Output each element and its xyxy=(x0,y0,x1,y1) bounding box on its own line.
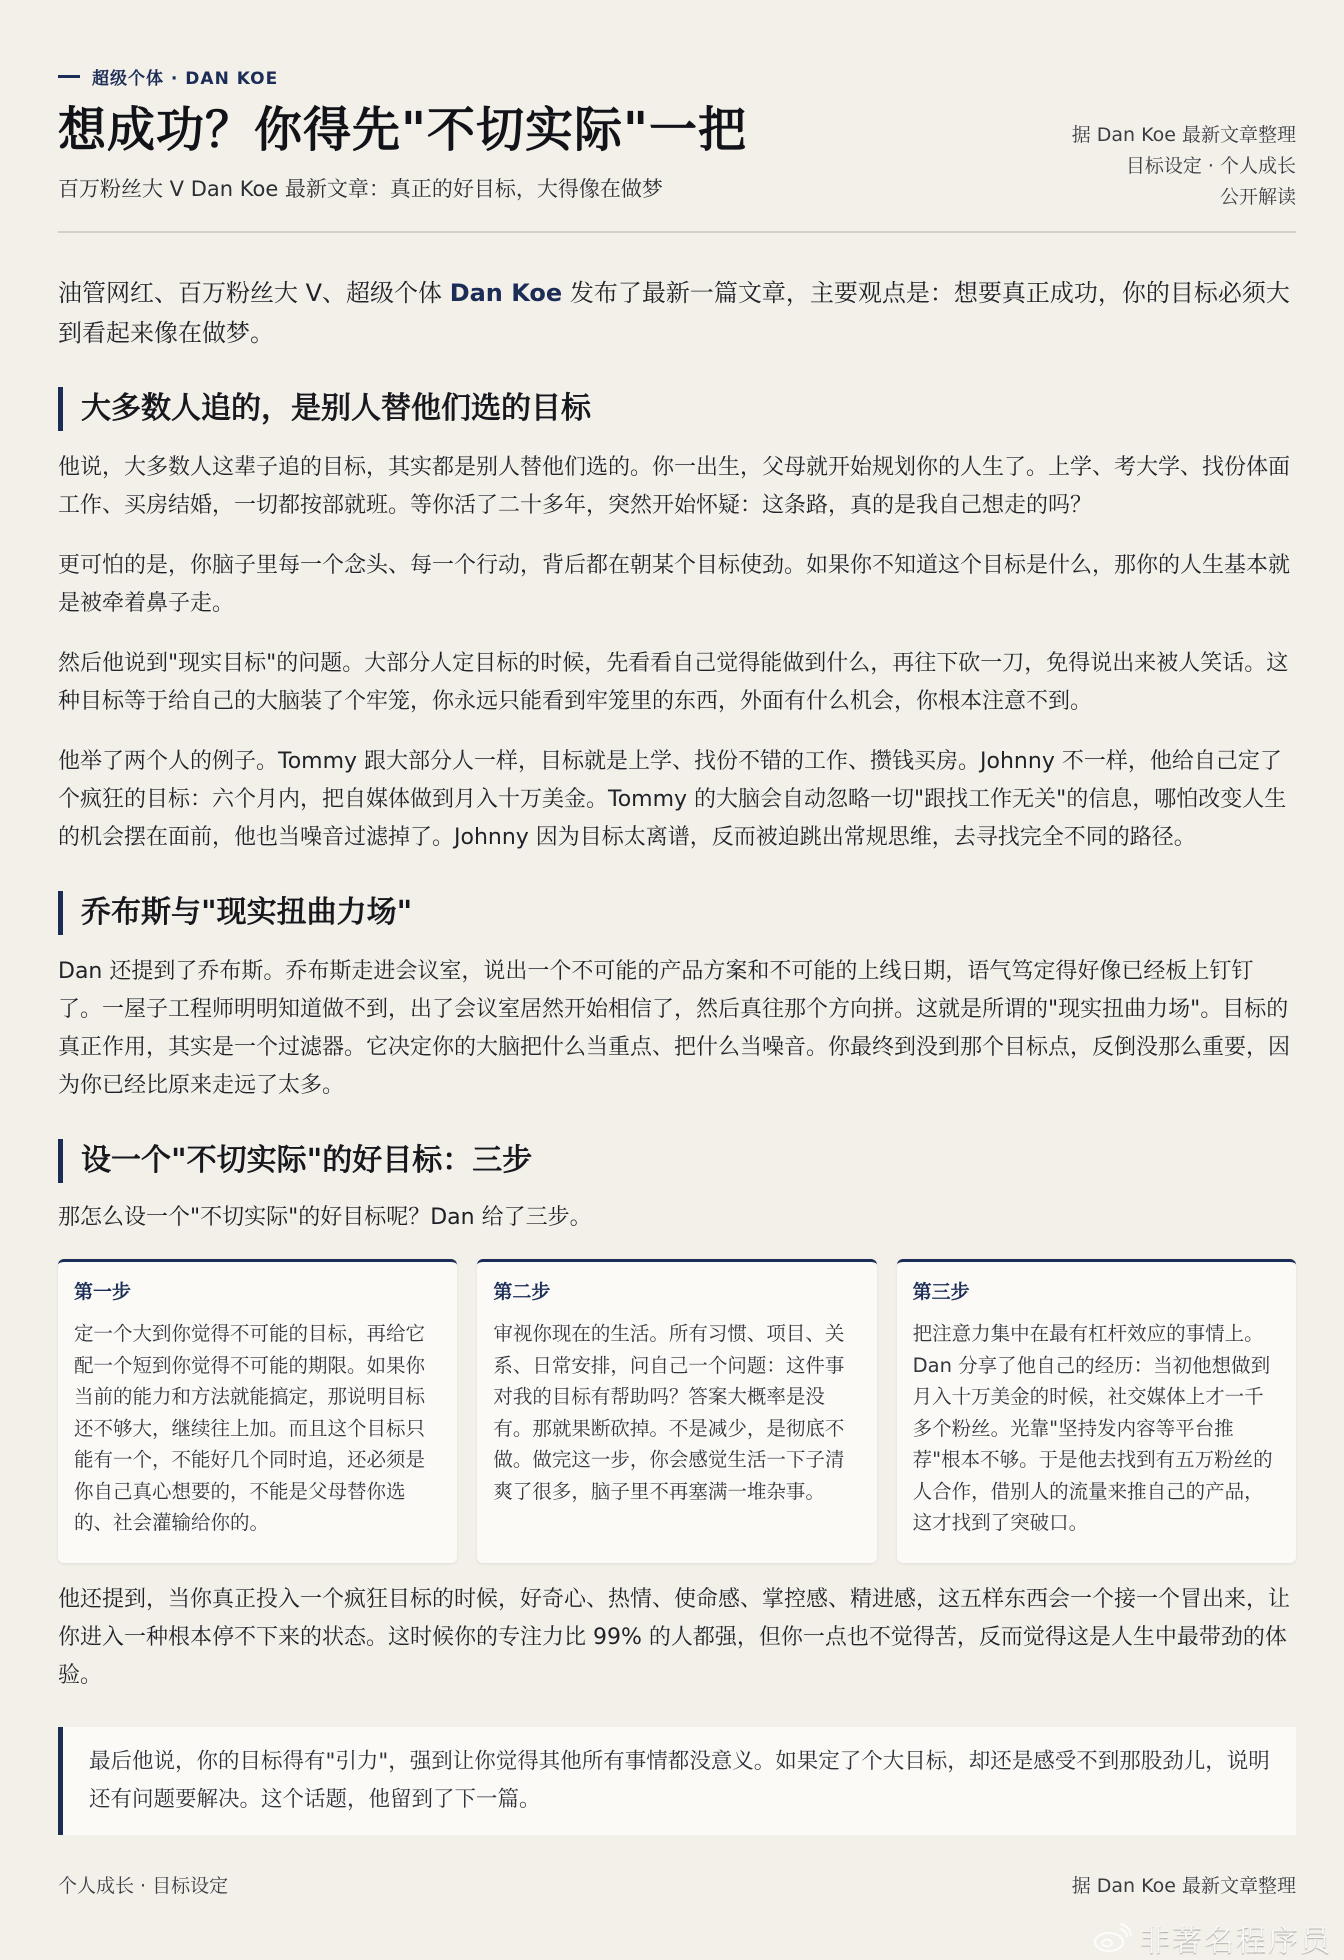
paragraph: 他说，大多数人这辈子追的目标，其实都是别人替他们选的。你一出生，父母就开始规划你的人生了。上学、考大学、找份体面工作、买房结婚，一切都按部就班。等你活了二十多年，突然开始怀疑：这条路，真的是我自己想走的吗？ xyxy=(58,455,1291,518)
section-heading-jobs: 乔布斯与"现实扭曲力场" xyxy=(58,891,1296,935)
intro-before: 油管网红、百万粉丝大 V、超级个体 xyxy=(58,279,450,307)
meta-source: 据 Dan Koe 最新文章整理 xyxy=(1071,124,1296,146)
kicker-dash xyxy=(58,75,80,78)
footer xyxy=(58,1872,1296,1900)
header-meta xyxy=(1072,120,1296,213)
step-card-1 xyxy=(58,1259,457,1563)
watermark-text: 非著名程序员 xyxy=(1140,1924,1332,1959)
steps-lead: 那怎么设一个"不切实际"的好目标呢？Dan 给了三步。 xyxy=(58,1205,592,1230)
meta-topic: 目标设定 · 个人成长 xyxy=(1125,155,1296,177)
intro-paragraph xyxy=(58,273,1296,353)
section-heading-three-steps: 设一个"不切实际"的好目标：三步 xyxy=(58,1139,1296,1183)
title-block xyxy=(58,100,747,204)
watermark xyxy=(1092,1916,1332,1960)
header-divider xyxy=(58,231,1296,233)
article-page xyxy=(58,62,1296,1835)
step-card-3 xyxy=(897,1259,1296,1563)
kicker-text: 超级个体 · DAN KOE xyxy=(92,68,279,89)
author-name: Dan Koe xyxy=(449,279,563,307)
kicker xyxy=(58,62,1296,90)
intro-after: 发布了最新一篇文章，主要观点是：想要真正成功，你的目标必须大到看起来像在做梦。 xyxy=(58,279,1290,347)
step-title: 第二步 xyxy=(493,1281,551,1303)
steps-grid xyxy=(58,1259,1296,1563)
page-subtitle: 百万粉丝大 V Dan Koe 最新文章：真正的好目标，大得像在做梦 xyxy=(58,177,663,201)
step-title: 第三步 xyxy=(912,1281,970,1303)
step-card-2 xyxy=(477,1259,876,1563)
header xyxy=(58,100,1296,213)
step-title: 第一步 xyxy=(74,1281,132,1303)
step-body: 定一个大到你觉得不可能的目标，再给它配一个短到你觉得不可能的期限。如果你当前的能力和方法就能搞定，那说明目标还不够大，继续往上加。而且这个目标只能有一个，不能好几个同时追，还必须是你自己真心想要的，不能是父母替你选的、社会灌输给你的。 xyxy=(74,1322,426,1534)
section-heading-borrowed-goals: 大多数人追的，是别人替他们选的目标 xyxy=(58,387,1296,431)
footer-tags: 个人成长 · 目标设定 xyxy=(58,1875,229,1897)
step-body: 审视你现在的生活。所有习惯、项目、关系、日常安排，问自己一个问题：这件事对我的目标有帮助吗？答案大概率是没有。那就果断砍掉。不是减少，是彻底不做。做完这一步，你会感觉生活一下子清爽了很多，脑子里不再塞满一堆杂事。 xyxy=(493,1322,845,1503)
weibo-logo-icon xyxy=(1092,1922,1132,1954)
step-body: 把注意力集中在最有杠杆效应的事情上。Dan 分享了他自己的经历：当初他想做到月入十万美金的时候，社交媒体上才一千多个粉丝。光靠"坚持发内容等平台推荐"根本不够。于是他去找到有五万粉丝的人合作，借别人的流量来推自己的产品，这才找到了突破口。 xyxy=(912,1322,1273,1534)
meta-visibility: 公开解读 xyxy=(1219,186,1296,208)
closing-paragraph: 他还提到，当你真正投入一个疯狂目标的时候，好奇心、热情、使命感、掌控感、精进感，这五样东西会一个接一个冒出来，让你进入一种根本停不下来的状态。这时候你的专注力比 99% 的人都强，但你一点也不觉得苦，反而觉得这是人生中最带劲的体验。 xyxy=(58,1587,1291,1688)
closing-quote: 最后他说，你的目标得有"引力"，强到让你觉得其他所有事情都没意义。如果定了个大目标，却还是感受不到那股劲儿，说明还有问题要解决。这个话题，他留到了下一篇。 xyxy=(58,1727,1296,1835)
paragraph: 更可怕的是，你脑子里每一个念头、每一个行动，背后都在朝某个目标使劲。如果你不知道这个目标是什么，那你的人生基本就是被牵着鼻子走。 xyxy=(58,553,1291,616)
paragraph: 他举了两个人的例子。Tommy 跟大部分人一样，目标就是上学、找份不错的工作、攒钱买房。Johnny 不一样，他给自己定了个疯狂的目标：六个月内，把自媒体做到月入十万美金。Tommy 的大脑会自动忽略一切"跟找工作无关"的信息，哪怕改变人生的机会摆在面前，他也当噪音过滤掉了。Johnny 因为目标太离谱，反而被迫跳出常规思维，去寻找完全不同的路径。 xyxy=(58,749,1287,850)
footer-source: 据 Dan Koe 最新文章整理 xyxy=(1071,1875,1296,1897)
paragraph: 然后他说到"现实目标"的问题。大部分人定目标的时候，先看看自己觉得能做到什么，再往下砍一刀，免得说出来被人笑话。这种目标等于给自己的大脑装了个牢笼，你永远只能看到牢笼里的东西，外面有什么机会，你根本注意不到。 xyxy=(58,651,1289,714)
paragraph: Dan 还提到了乔布斯。乔布斯走进会议室，说出一个不可能的产品方案和不可能的上线日期，语气笃定得好像已经板上钉钉了。一屋子工程师明明知道做不到，出了会议室居然开始相信了，然后真往那个方向拼。这就是所谓的"现实扭曲力场"。目标的真正作用，其实是一个过滤器。它决定你的大脑把什么当重点、把什么当噪音。你最终到没到那个目标点，反倒没那么重要，因为你已经比原来走远了太多。 xyxy=(58,959,1291,1098)
page-title: 想成功？你得先"不切实际"一把 xyxy=(58,102,748,158)
